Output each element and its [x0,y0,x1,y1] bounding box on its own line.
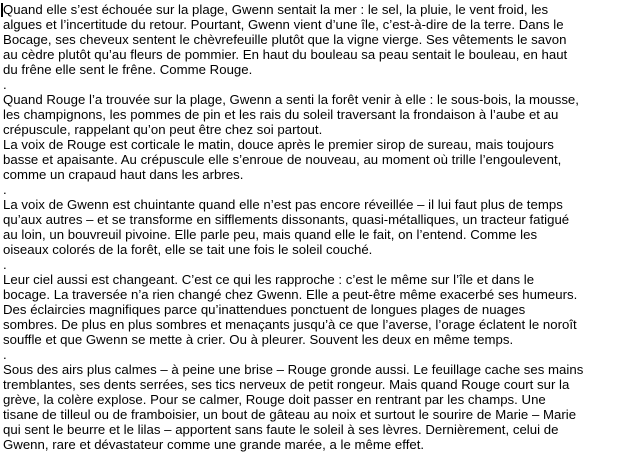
separator-line: . [3,77,7,92]
paragraph [3,272,626,347]
text-line: bocage. La traversée n’a rien changé chez Gwenn. Elle a peut-être même exacerbé ses humeurs. [3,287,578,302]
text-line: crépuscule, rappelant qu’on peut être chez soi partout. [3,122,323,137]
paragraph-separator [3,347,626,362]
text-line: Bocage, ses cheveux sentent le chèvrefeuille plutôt que la vigne vierge. Ses vêtements le savon [3,32,567,47]
text-line: tremblantes, ses dents serrées, ses tics nerveux de petit rongeur. Mais quand Rouge court sur la [3,377,570,392]
text-line: oiseaux colorés de la forêt, elle se tait une fois le soleil couché. [3,242,373,257]
text-line: tisane de tilleul ou de framboisier, un bout de gâteau au noix et surtout le sourire de Marie – Marie [3,407,577,422]
text-line: Leur ciel aussi est changeant. C’est ce qui les rapproche : c’est le même sur l’île et dans le [3,272,535,287]
text-line: basse et apaisante. Au crépuscule elle s’enroue de nouveau, au moment où trille l’engoulevent, [3,152,562,167]
text-line: algues et l’incertitude du retour. Pourtant, Gwenn vient d’une île, c’est-à-dire de la terre. Dans le [3,17,564,32]
paragraph [3,92,626,182]
text-line: les champignons, les pommes de pin et les rais du soleil traversant la frondaison à l’aube et au [3,107,559,122]
separator-line: . [3,182,7,197]
text-line: Quand elle s’est échouée sur la plage, Gwenn sentait la mer : le sel, la pluie, le vent froid, les [3,2,549,17]
text-line: comme un crapaud haut dans les arbres. [3,167,244,182]
separator-line: . [3,257,7,272]
text-line: grève, la colère explose. Pour se calmer, Rouge doit passer en rentrant par les champs. Une [3,392,546,407]
text-line: Sous des airs plus calmes – à peine une brise – Rouge gronde aussi. Le feuillage cache ses mains [3,362,584,377]
text-line: du frêne elle sent le frêne. Comme Rouge. [3,62,253,77]
text-line: qu’aux autres – et se transforme en sifflements dissonants, quasi-métalliques, un tracteur fatigué [3,212,570,227]
text-line: qui sent le beurre et le lilas – apportent sans faute le soleil à ses lèvres. Dernièrement, celui de [3,422,559,437]
paragraph-separator [3,182,626,197]
text-line: Gwenn, rare et dévastateur comme une grande marée, a le même effet. [3,437,425,452]
text-line: Des éclaircies magnifiques parce qu’inattendues ponctuent de longues plages de nuages [3,302,526,317]
paragraph-separator [3,77,626,92]
paragraph [3,362,626,452]
separator-line: . [3,347,7,362]
paragraph [3,2,626,77]
text-line: au loin, un bouvreuil pivoine. Elle parle peu, mais quand elle le fait, on l’entend. Comme les [3,227,538,242]
text-line: Quand Rouge l’a trouvée sur la plage, Gwenn a senti la forêt venir à elle : le sous-bois, la mousse, [3,92,579,107]
text-line: La voix de Rouge est corticale le matin, douce après le premier sirop de sureau, mais toujours [3,137,554,152]
text-line: au cèdre plutôt qu’au fleurs de pommier. En haut du bouleau sa peau sentait le bouleau, en haut [3,47,568,62]
text-line: souffle et que Gwenn se mette à crier. Ou à pleurer. Souvent les deux en même temps. [3,332,514,347]
paragraph-separator [3,257,626,272]
paragraph [3,197,626,257]
text-cursor [1,3,3,17]
text-line: La voix de Gwenn est chuintante quand elle n’est pas encore réveillée – il lui faut plus de temps [3,197,563,212]
text-line: sombres. De plus en plus sombres et menaçants jusqu’à ce que l’averse, l’orage éclatent le noroît [3,317,577,332]
